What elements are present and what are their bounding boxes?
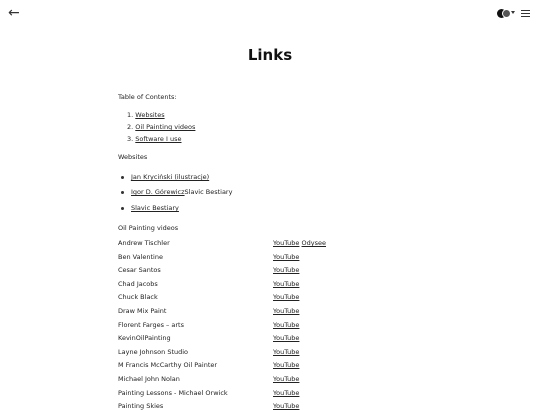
- video-link[interactable]: YouTube: [273, 239, 300, 247]
- list-bullet: [121, 191, 124, 194]
- table-row-links: [273, 321, 299, 329]
- list-bullet: [121, 207, 124, 210]
- table-row-name: Andrew Tischler: [118, 239, 170, 247]
- table-row-links: [273, 293, 299, 301]
- video-link[interactable]: YouTube: [273, 293, 300, 302]
- video-link[interactable]: YouTube: [273, 334, 300, 343]
- table-row-links: [273, 239, 326, 247]
- video-link[interactable]: YouTube: [273, 252, 300, 261]
- oil-painting-heading: Oil Painting videos: [118, 224, 179, 232]
- table-row-name: Chuck Black: [118, 293, 158, 302]
- table-row-links: [273, 402, 299, 410]
- table-row-name: Florent Farges – arts: [118, 320, 184, 329]
- video-link[interactable]: YouTube: [273, 402, 300, 410]
- table-row-name: Ben Valentine: [118, 252, 163, 261]
- table-row-name: Cesar Santos: [118, 266, 161, 275]
- theme-ring: [502, 9, 511, 18]
- theme-toggle-icon[interactable]: [497, 8, 515, 20]
- table-row-name: Draw Mix Paint: [118, 307, 167, 315]
- top-bar: [0, 0, 540, 28]
- table-row-name: Painting Lessons - Michael Orwick: [118, 388, 228, 397]
- table-row-name: Michael John Nolan: [118, 375, 180, 383]
- list-bullet: [121, 176, 124, 179]
- toc-item-software[interactable]: 3. Software I use: [127, 135, 182, 143]
- table-row-name: KevinOilPainting: [118, 334, 171, 343]
- table-row-name: Layne Johnson Studio: [118, 347, 189, 356]
- video-link[interactable]: YouTube: [273, 388, 300, 397]
- table-row-links: [273, 348, 299, 356]
- back-arrow-icon[interactable]: ←: [8, 5, 20, 21]
- table-row-links: [273, 307, 299, 315]
- page-title: Links: [247, 46, 293, 64]
- video-link[interactable]: YouTube: [273, 307, 300, 315]
- table-row-links: [273, 334, 299, 342]
- video-link[interactable]: YouTube: [273, 266, 300, 275]
- video-link[interactable]: YouTube: [273, 320, 300, 329]
- table-row-links: [273, 280, 299, 288]
- table-row-links: [273, 253, 299, 261]
- video-link[interactable]: YouTube: [273, 347, 300, 356]
- chevron-down-icon: [511, 11, 515, 14]
- table-row-name: Painting Skies: [118, 402, 164, 410]
- video-link[interactable]: YouTube: [273, 361, 300, 370]
- table-row-name: M Francis McCarthy Oil Painter: [118, 361, 218, 370]
- table-row-links: [273, 389, 299, 397]
- video-link[interactable]: YouTube: [273, 375, 300, 383]
- video-link[interactable]: Odysee: [301, 239, 326, 247]
- table-row-name: Chad Jacobs: [118, 279, 158, 288]
- table-row-links: [273, 266, 299, 274]
- website-item[interactable]: Igor D. GórewiczSlavic Bestiary: [131, 188, 233, 196]
- website-item[interactable]: Slavic Bestiary: [131, 204, 179, 212]
- websites-heading: Websites: [118, 153, 148, 161]
- table-row-links: [273, 361, 299, 369]
- website-item[interactable]: Jan Kryciński (ilustracje): [131, 173, 210, 181]
- toc-heading: Table of Contents:: [118, 93, 177, 101]
- toc-item-websites[interactable]: 1. Websites: [127, 111, 165, 119]
- table-row-links: [273, 375, 299, 383]
- video-link[interactable]: YouTube: [273, 279, 300, 288]
- toc-item-oil-painting[interactable]: 2. Oil Painting videos: [127, 123, 196, 131]
- hamburger-menu-icon[interactable]: [521, 10, 530, 18]
